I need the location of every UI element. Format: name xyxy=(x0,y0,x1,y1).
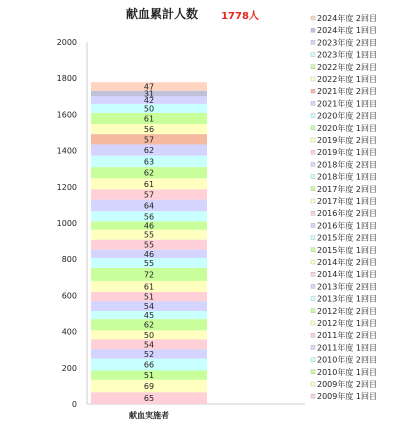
segment-value-label: 52 xyxy=(143,349,155,359)
y-tick-label: 1800 xyxy=(56,74,77,84)
legend-swatch xyxy=(311,40,315,44)
x-category-label: 献血実施者 xyxy=(129,411,169,420)
segment-value-label: 62 xyxy=(143,146,155,156)
legend-swatch xyxy=(311,394,315,398)
legend-swatch xyxy=(311,126,315,130)
legend-label: 2009年度 2回目 xyxy=(317,380,377,389)
legend-label: 2016年度 2回目 xyxy=(317,209,377,219)
legend-label: 2019年度 1回目 xyxy=(317,148,377,158)
legend-swatch xyxy=(311,297,315,301)
legend-swatch xyxy=(311,272,315,276)
y-tick-label: 1000 xyxy=(56,219,77,228)
segment-value-label: 50 xyxy=(143,330,155,340)
segment-value-label: 62 xyxy=(143,320,155,330)
legend-swatch xyxy=(311,89,315,93)
legend-label: 2010年度 1回目 xyxy=(317,367,377,377)
legend-swatch xyxy=(311,187,315,191)
segment-value-label: 55 xyxy=(143,240,155,250)
segment-value-label: 55 xyxy=(143,230,155,240)
legend-swatch xyxy=(311,345,315,349)
segment-value-label: 46 xyxy=(143,249,155,259)
legend-swatch xyxy=(311,321,315,325)
legend-swatch xyxy=(311,333,315,337)
legend-label: 2013年度 1回目 xyxy=(317,294,377,304)
segment-value-label: 63 xyxy=(143,157,155,167)
segment-value-label: 62 xyxy=(143,168,155,178)
segment-value-label: 54 xyxy=(143,302,155,312)
legend-swatch xyxy=(311,370,315,374)
segment-value-label: 61 xyxy=(143,114,155,124)
legend-swatch xyxy=(311,138,315,142)
legend-label: 2012年度 1回目 xyxy=(317,319,377,328)
chart-title: 献血累計人数 xyxy=(125,7,199,21)
segment-value-label: 61 xyxy=(143,282,155,292)
legend-swatch xyxy=(311,65,315,69)
legend-label: 2021年度 2回目 xyxy=(317,87,377,97)
y-tick-label: 600 xyxy=(61,291,77,301)
legend-label: 2023年度 1回目 xyxy=(317,50,377,60)
total-count-label: 1778人 xyxy=(221,11,259,22)
legend-label: 2024年度 2回目 xyxy=(317,14,377,23)
legend-label: 2010年度 2回目 xyxy=(317,355,377,365)
legend-label: 2018年度 1回目 xyxy=(317,172,377,182)
legend-label: 2020年度 2回目 xyxy=(317,111,377,121)
legend-label: 2017年度 1回目 xyxy=(317,197,377,206)
legend-swatch xyxy=(311,16,315,20)
legend-swatch xyxy=(311,260,315,264)
legend-label: 2017年度 2回目 xyxy=(317,184,377,194)
legend xyxy=(311,13,377,401)
y-tick-labels xyxy=(57,38,77,409)
segment-value-label: 51 xyxy=(143,371,155,381)
legend-swatch xyxy=(311,53,315,57)
segment-value-label: 45 xyxy=(143,311,155,321)
segment-value-label: 55 xyxy=(143,258,155,268)
y-tick-label: 200 xyxy=(61,363,77,373)
segment-value-label: 57 xyxy=(143,190,155,200)
legend-swatch xyxy=(311,28,315,32)
segment-value-label: 47 xyxy=(143,82,155,92)
legend-swatch xyxy=(311,150,315,154)
y-tick-label: 1600 xyxy=(56,110,77,120)
segment-value-label: 56 xyxy=(143,125,155,135)
legend-label: 2021年度 1回目 xyxy=(317,99,377,109)
legend-label: 2015年度 1回目 xyxy=(317,245,377,255)
segment-value-label: 51 xyxy=(143,292,155,302)
legend-swatch xyxy=(311,114,315,118)
legend-swatch xyxy=(311,358,315,362)
legend-swatch xyxy=(311,211,315,215)
legend-swatch xyxy=(311,309,315,313)
y-tick-label: 1400 xyxy=(56,146,77,156)
legend-swatch xyxy=(311,77,315,81)
y-tick-label: 400 xyxy=(61,327,77,337)
legend-label: 2020年度 1回目 xyxy=(317,123,377,133)
legend-label: 2012年度 2回目 xyxy=(317,306,377,316)
segment-value-label: 64 xyxy=(143,201,155,211)
legend-swatch xyxy=(311,199,315,203)
legend-label: 2022年度 2回目 xyxy=(317,62,377,72)
legend-swatch xyxy=(311,162,315,166)
legend-label: 2023年度 2回目 xyxy=(317,38,377,48)
y-tick-label: 800 xyxy=(61,255,77,265)
legend-label: 2011年度 1回目 xyxy=(317,343,377,353)
legend-swatch xyxy=(311,284,315,288)
legend-label: 2009年度 1回目 xyxy=(317,392,377,402)
y-tick-label: 2000 xyxy=(56,38,77,47)
y-tick-label: 0 xyxy=(71,400,77,409)
legend-label: 2022年度 1回目 xyxy=(317,75,377,84)
legend-swatch xyxy=(311,175,315,179)
legend-swatch xyxy=(311,382,315,386)
legend-label: 2024年度 1回目 xyxy=(317,26,377,36)
legend-label: 2011年度 2回目 xyxy=(317,331,377,341)
segment-value-label: 31 xyxy=(143,89,155,99)
segment-value-label: 66 xyxy=(143,360,155,370)
legend-label: 2018年度 2回目 xyxy=(317,160,377,170)
segment-value-label: 46 xyxy=(143,221,155,231)
legend-label: 2019年度 2回目 xyxy=(317,136,377,145)
segment-value-label: 57 xyxy=(143,135,155,145)
legend-swatch xyxy=(311,223,315,227)
segment-value-label: 65 xyxy=(143,394,155,404)
segment-value-label: 42 xyxy=(143,96,155,106)
legend-label: 2014年度 1回目 xyxy=(317,270,377,280)
segment-value-label: 56 xyxy=(143,212,155,222)
segment-value-labels xyxy=(144,82,154,403)
segment-value-label: 61 xyxy=(143,179,155,189)
legend-label: 2015年度 2回目 xyxy=(317,233,377,243)
legend-swatch xyxy=(311,236,315,240)
segment-value-label: 54 xyxy=(143,340,155,350)
segment-value-label: 69 xyxy=(143,381,155,391)
segment-value-label: 50 xyxy=(143,104,155,114)
legend-label: 2014年度 2回目 xyxy=(317,258,377,267)
legend-swatch xyxy=(311,248,315,252)
legend-label: 2016年度 1回目 xyxy=(317,221,377,231)
y-tick-label: 1200 xyxy=(56,182,77,192)
legend-swatch xyxy=(311,101,315,105)
legend-label: 2013年度 2回目 xyxy=(317,282,377,292)
segment-value-label: 72 xyxy=(143,270,155,280)
